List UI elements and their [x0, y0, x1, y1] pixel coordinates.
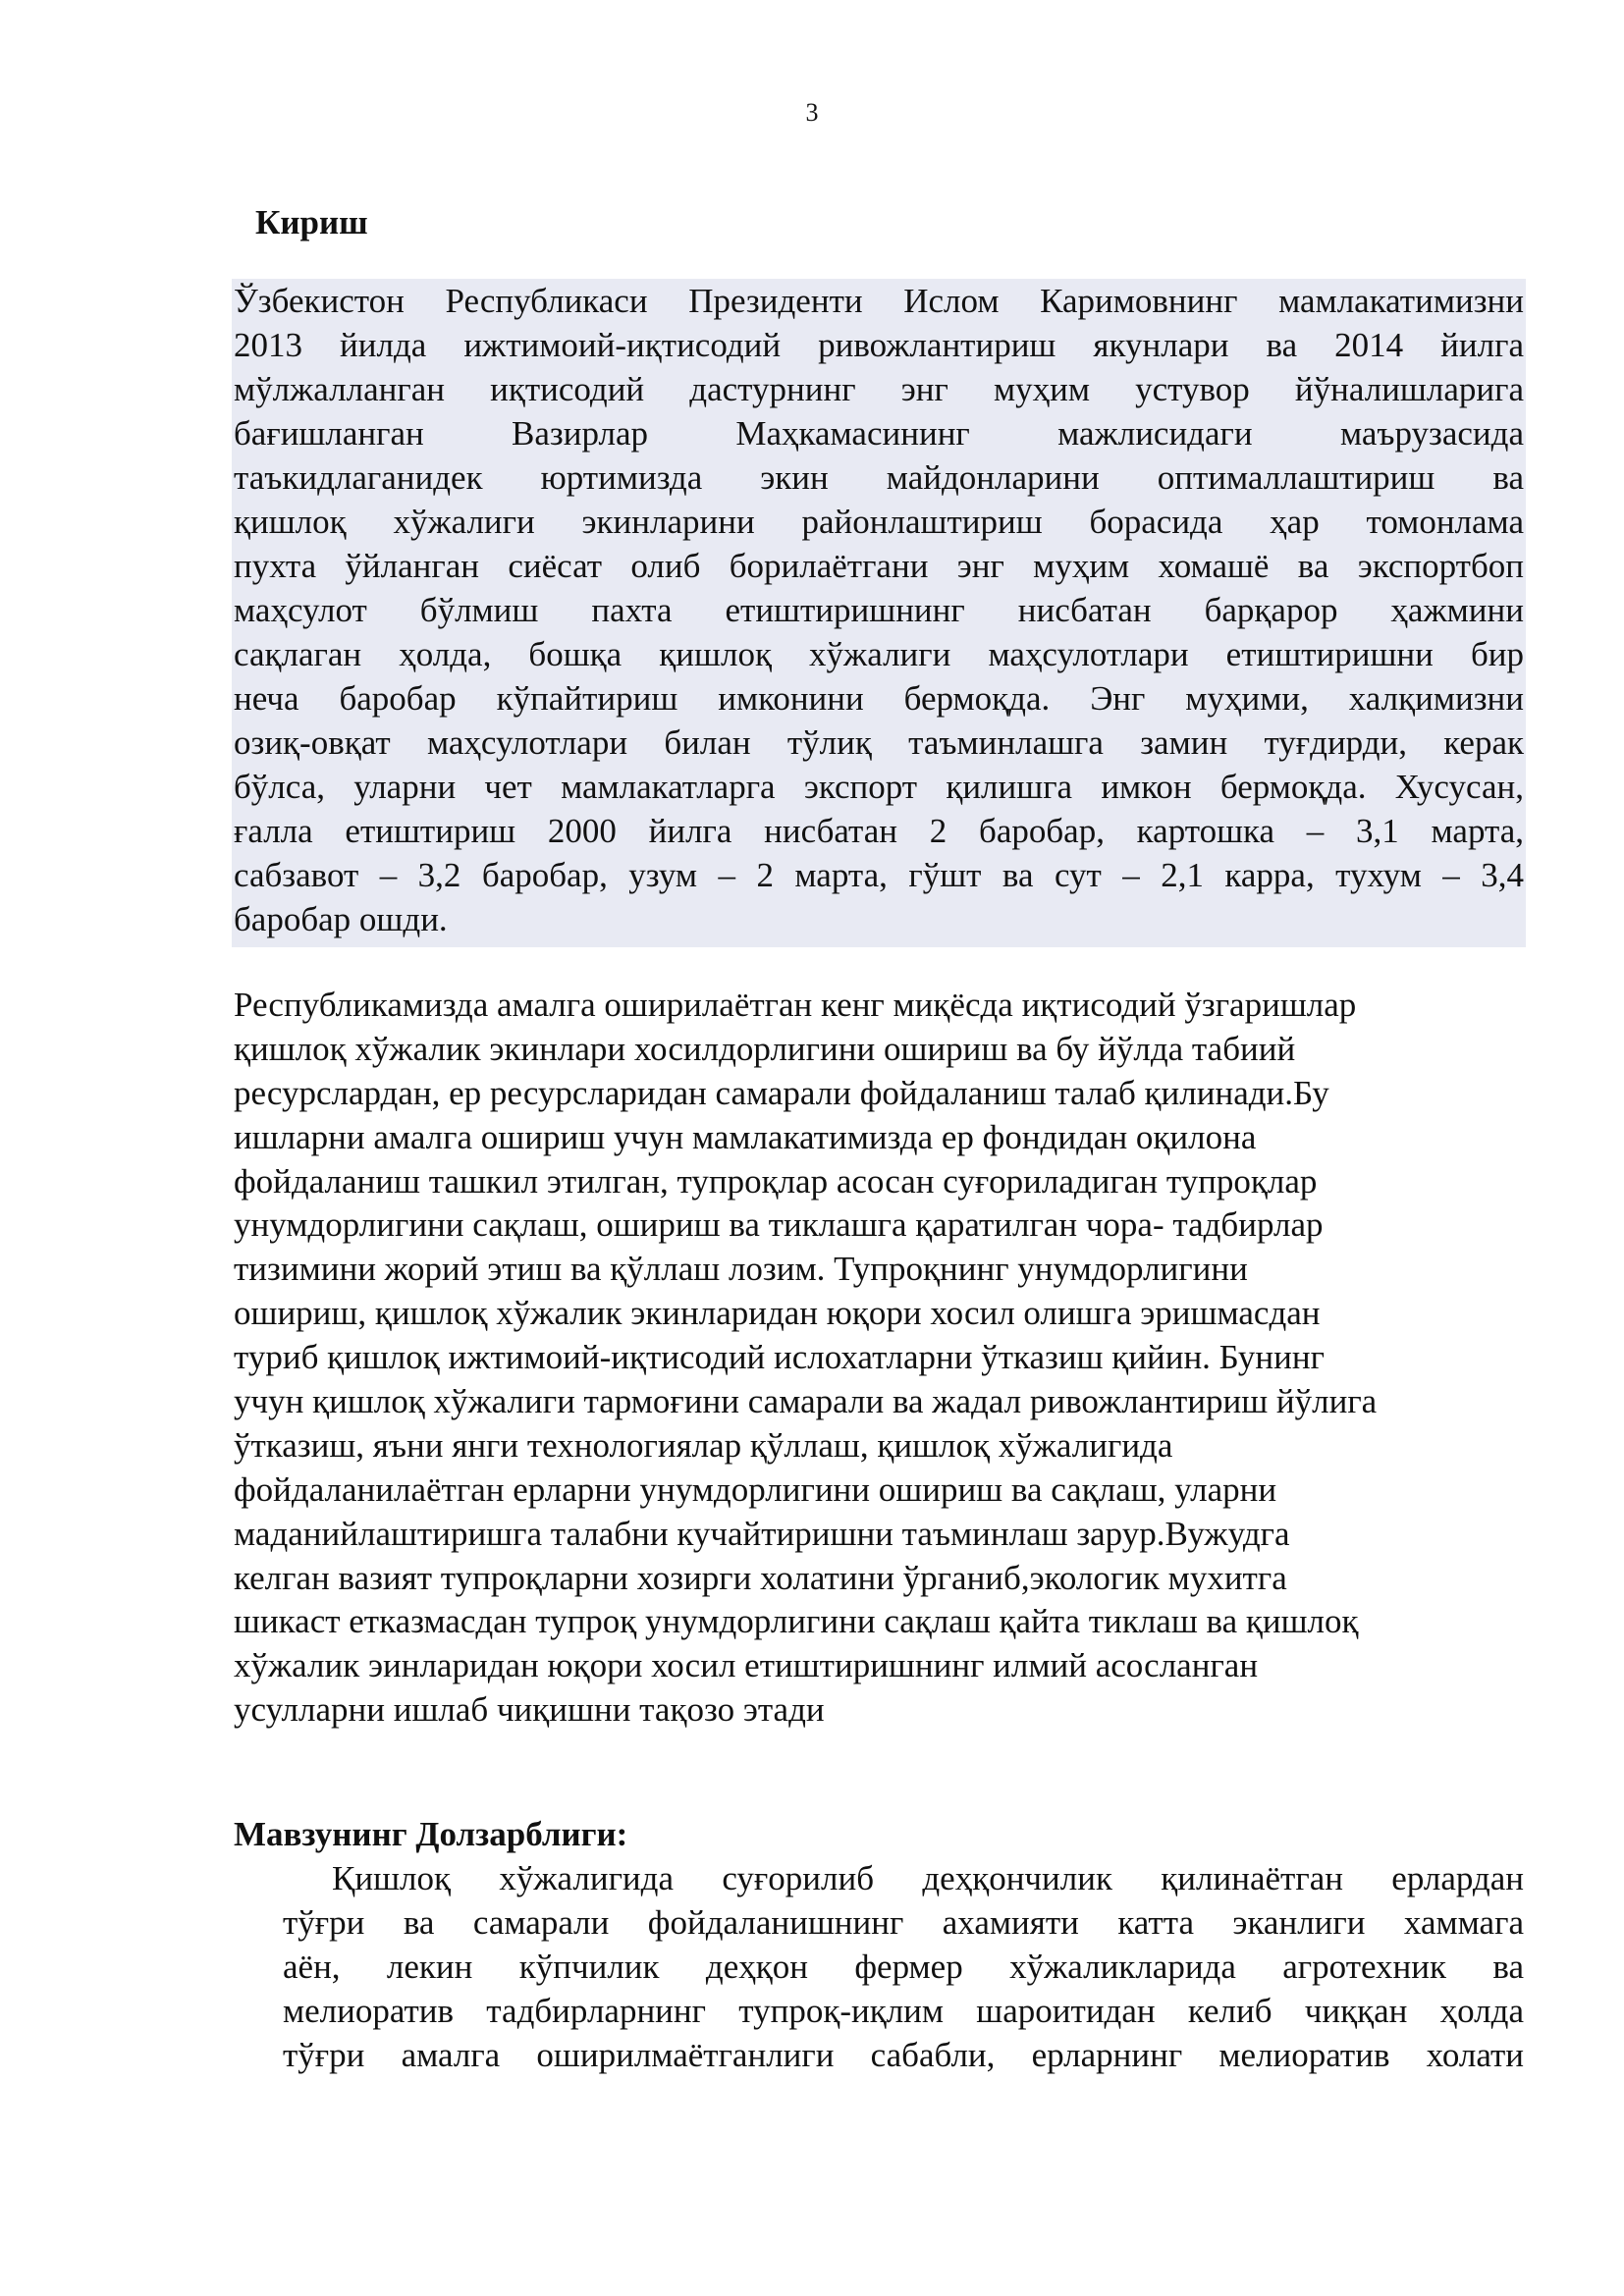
text-line: қишлоқ хўжалик экинлари хосилдорлигини ошириш ва бу йўлда табиий: [234, 1029, 1296, 1068]
text-line: ишларни амалга ошириш учун мамлакатимизда ер фондидан оқилона: [234, 1117, 1257, 1156]
text-line: таъкидлаганидек юртимизда экин майдонларини оптималлаштириш ва: [234, 458, 1524, 497]
text-line: тўғри ва самарали фойдаланишнинг ахамияти катта эканлиги хаммага: [283, 1903, 1524, 1942]
text-line: фойдаланиш ташкил этилган, тупроқлар асосан суғориладиган тупроқлар: [234, 1161, 1318, 1201]
text-line: шикаст етказмасдан тупроқ унумдорлигини сақлаш қайта тиклаш ва қишлоқ: [234, 1602, 1359, 1641]
text-line: усулларни ишлаб чиқишни тақозо этади: [234, 1690, 825, 1730]
text-line: унумдорлигини сақлаш, ошириш ва тиклашга қаратилган чора- тадбирлар: [234, 1205, 1324, 1245]
text-line: Ўзбекистон Республикаси Президенти Ислом Каримовнинг мамлакатимизни: [234, 282, 1524, 320]
text-line: Республикамизда амалга оширилаётган кенг миқёсда иқтисодий ўзгаришлар: [234, 986, 1357, 1024]
intro-paragraph-2: [234, 984, 1524, 1733]
text-line: қишлоқ хўжалиги экинларини районлаштириш борасида ҳар томонлама: [234, 503, 1524, 541]
text-line: сабзавот – 3,2 баробар, узум – 2 марта, гўшт ва сут – 2,1 карра, тухум – 3,4: [234, 856, 1524, 894]
text-line: пухта ўйланган сиёсат олиб борилаётгани энг муҳим хомашё ва экспортбоп: [234, 547, 1524, 585]
text-line: бағишланган Вазирлар Маҳкамасининг мажлисидаги маърузасида: [234, 414, 1524, 453]
relevance-heading: Мавзунинг Долзарблиги:: [234, 1815, 628, 1853]
text-line: Қишлоқ хўжалигида суғорилиб деҳқончилик қилинаётган ерлардан: [332, 1859, 1524, 1897]
text-line: учун қишлоқ хўжалиги тармоғини самарали ва жадал ривожлантириш йўлига: [234, 1382, 1378, 1421]
text-line: ўтказиш, яъни янги технологиялар қўллаш, қишлоқ хўжалигида: [234, 1425, 1173, 1465]
text-line: ғалла етиштириш 2000 йилга нисбатан 2 баробар, картошка – 3,1 марта,: [234, 812, 1524, 850]
page-number: 3: [805, 98, 819, 127]
text-line: тизимини жорий этиш ва қўллаш лозим. Тупроқнинг унумдорлигини: [234, 1250, 1248, 1289]
text-line: тўғри амалга оширилмаётганлиги сабабли, ерларнинг мелиоратив холати: [283, 2036, 1524, 2074]
text-line: келган вазият тупроқларни хозирги холатини ўрганиб,экологик мухитга: [234, 1558, 1287, 1597]
intro-paragraph-highlighted: [232, 279, 1526, 947]
text-line: мўлжалланган иқтисодий дастурнинг энг муҳим устувор йўналишларига: [234, 370, 1524, 408]
text-line: баробар ошди.: [234, 900, 448, 938]
text-line: сақлаган ҳолда, бошқа қишлоқ хўжалиги маҳсулотлари етиштиришни бир: [234, 635, 1524, 673]
text-line: озиқ-овқат маҳсулотлари билан тўлиқ таъминлашга замин туғдирди, керак: [234, 723, 1524, 762]
text-line: маданийлаштиришга талабни кучайтиришни таъминлаш зарур.Вужудга: [234, 1514, 1290, 1553]
text-line: аён, лекин кўпчилик деҳқон фермер хўжаликларида агротехник ва: [283, 1948, 1524, 1986]
text-line: бўлса, уларни чет мамлакатларга экспорт қилишга имкон бермоқда. Хусусан,: [234, 768, 1524, 806]
text-line: туриб қишлоқ ижтимоий-иқтисодий ислохатларни ўтказиш қийин. Бунинг: [234, 1338, 1325, 1377]
text-line: ресурслардан, ер ресурсларидан самарали фойдаланиш талаб қилинади.Бу: [234, 1073, 1329, 1112]
intro-heading: Кириш: [255, 203, 368, 241]
relevance-paragraph: [283, 1856, 1524, 2077]
text-line: фойдаланилаётган ерларни унумдорлигини ошириш ва сақлаш, уларни: [234, 1469, 1277, 1509]
text-line: неча баробар кўпайтириш имконини бермоқда. Энг муҳими, халқимизни: [234, 679, 1524, 718]
text-line: хўжалик эинларидан юқори хосил етиштиришнинг илмий асосланган: [234, 1646, 1259, 1685]
text-line: мелиоратив тадбирларнинг тупроқ-иқлим шароитидан келиб чиққан ҳолда: [283, 1992, 1524, 2030]
text-line: ошириш, қишлоқ хўжалик экинларидан юқори хосил олишга эришмасдан: [234, 1294, 1321, 1333]
text-line: 2013 йилда ижтимоий-иқтисодий ривожлантириш якунлари ва 2014 йилга: [234, 326, 1524, 364]
text-line: маҳсулот бўлмиш пахта етиштиришнинг нисбатан барқарор ҳажмини: [234, 591, 1524, 629]
